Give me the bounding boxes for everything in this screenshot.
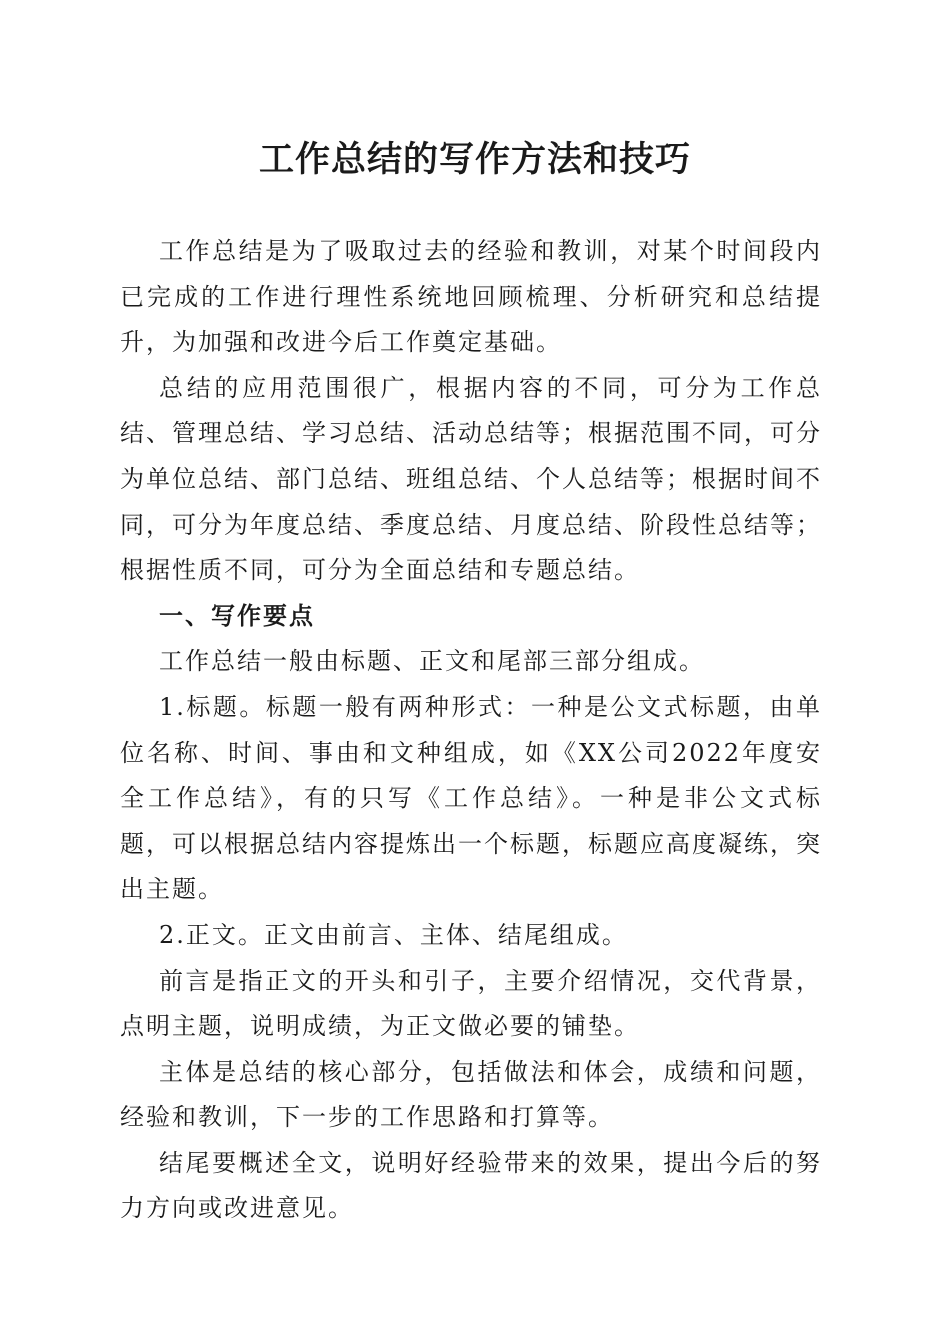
- document-title: 工作总结的写作方法和技巧: [258, 139, 691, 180]
- document-body: [120, 229, 822, 1232]
- paragraph-composition: 工作总结一般由标题、正文和尾部三部分组成。: [159, 647, 705, 676]
- section-heading-writing-points: 一、写作要点: [159, 601, 315, 630]
- paragraph-item-title: 1.标题。标题一般有两种形式：一种是公文式标题，由单位名称、时间、事由和文种组成，如《XX公司2022年度安全工作总结》，有的只写《工作总结》。一种是非公文式标题，可以根据总结内容提炼出一个标题，标题应高度凝练，突出主题。: [120, 692, 822, 904]
- paragraph-categories: 总结的应用范围很广，根据内容的不同，可分为工作总结、管理总结、学习总结、活动总结等；根据范围不同，可分为单位总结、部门总结、班组总结、个人总结等；根据时间不同，可分为年度总结、季度总结、月度总结、阶段性总结等；根据性质不同，可分为全面总结和专题总结。: [120, 373, 822, 585]
- paragraph-intro: 工作总结是为了吸取过去的经验和教训，对某个时间段内已完成的工作进行理性系统地回顾梳理、分析研究和总结提升，为加强和改进今后工作奠定基础。: [120, 237, 822, 357]
- paragraph-main-body: 主体是总结的核心部分，包括做法和体会，成绩和问题，经验和教训，下一步的工作思路和打算等。: [120, 1057, 822, 1132]
- paragraph-preface: 前言是指正文的开头和引子，主要介绍情况，交代背景，点明主题，说明成绩，为正文做必要的铺垫。: [120, 966, 822, 1041]
- paragraph-item-body: 2.正文。正文由前言、主体、结尾组成。: [159, 920, 628, 949]
- paragraph-ending: 结尾要概述全文，说明好经验带来的效果，提出今后的努力方向或改进意见。: [120, 1148, 822, 1223]
